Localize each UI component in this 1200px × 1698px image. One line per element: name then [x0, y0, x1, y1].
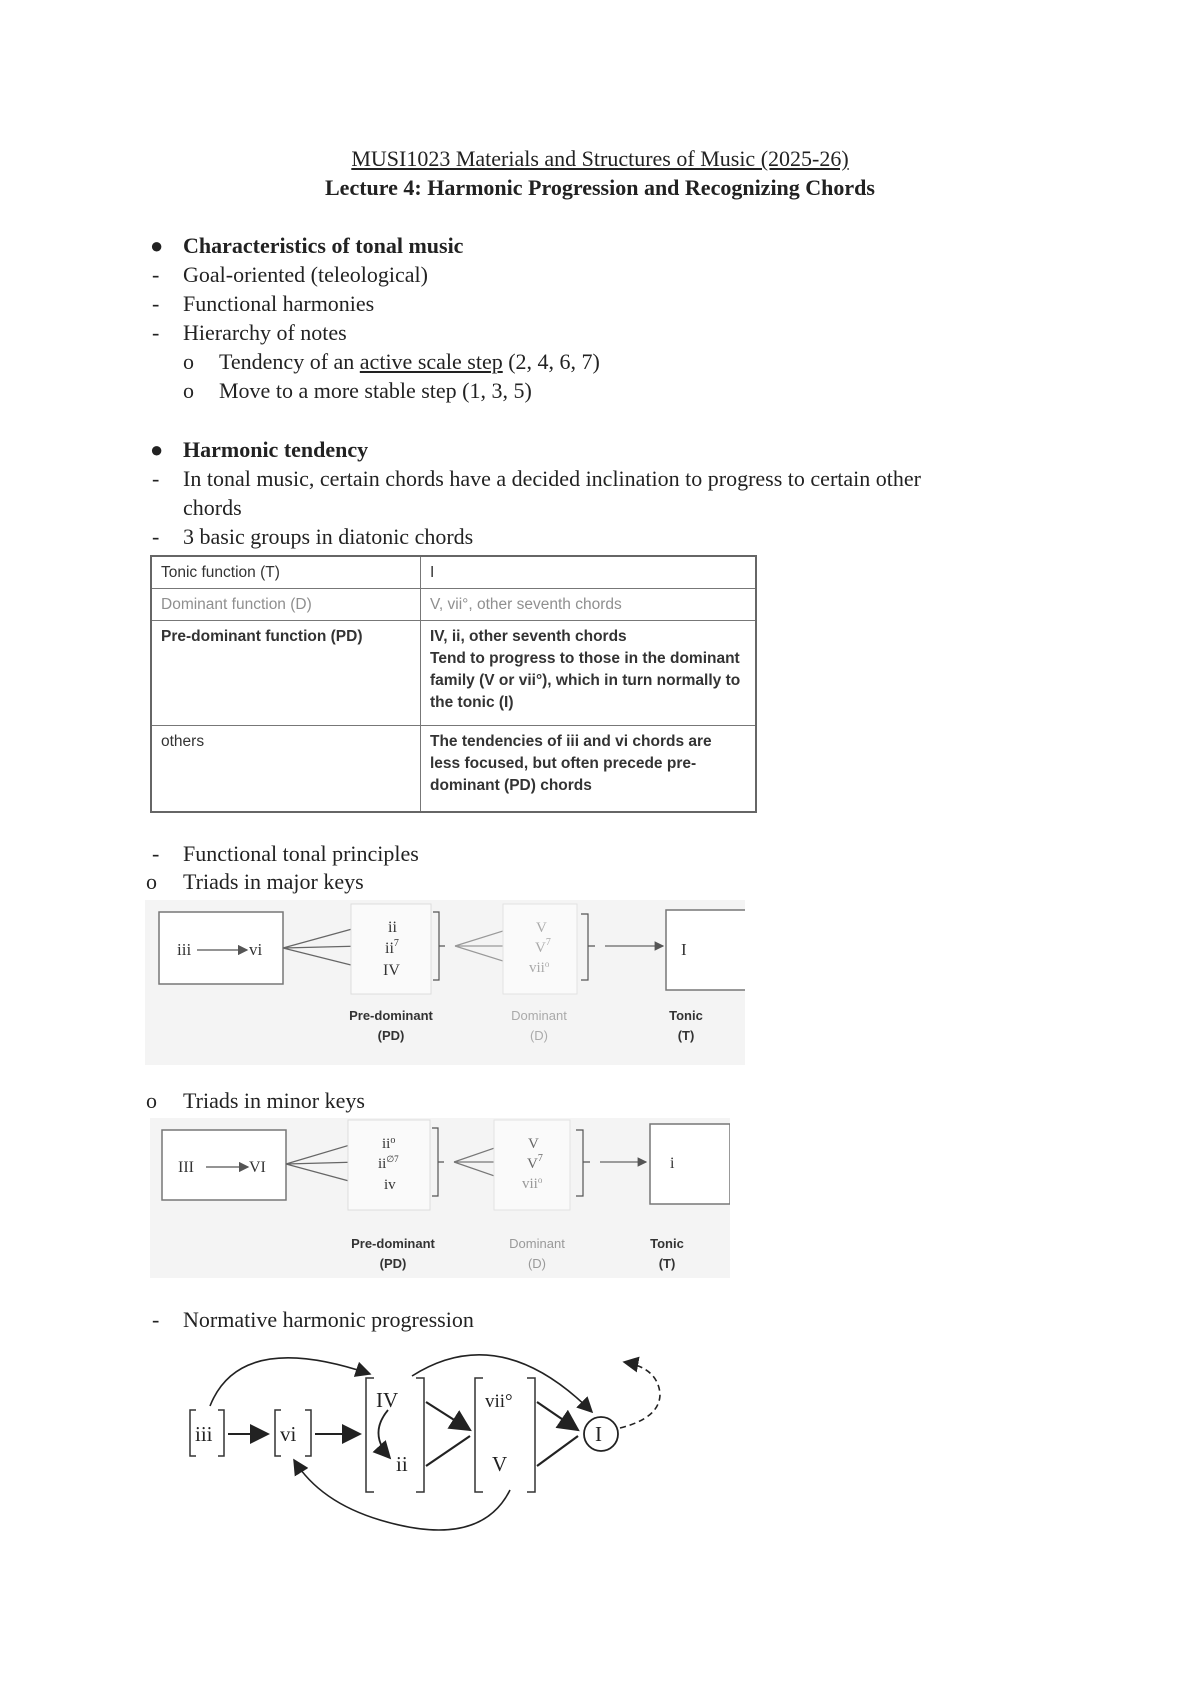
dash-marker: - — [152, 262, 160, 287]
bullet-icon: ● — [150, 437, 164, 462]
lecture-title: Lecture 4: Harmonic Progression and Recognizing Chords — [325, 175, 875, 200]
chord-I: I — [595, 1422, 602, 1446]
chord-label: IV — [383, 962, 400, 979]
chord-iii: iii — [195, 1422, 213, 1446]
chord-label: iv — [384, 1177, 396, 1193]
t-label: Tonic — [650, 1236, 684, 1251]
chord-label: III — [178, 1159, 194, 1176]
sub-bullet-marker: o — [183, 349, 194, 374]
arrow — [426, 1402, 470, 1430]
list-item: In tonal music, certain chords have a decided inclination to progress to certain other — [183, 466, 921, 491]
section-heading-tonal: Characteristics of tonal music — [183, 233, 464, 258]
chord-label: vi — [249, 940, 263, 959]
dash-marker: - — [152, 524, 160, 549]
arrow-line — [426, 1436, 470, 1466]
list-item-continuation: chords — [183, 495, 242, 520]
chord-label: V — [528, 1136, 539, 1152]
chord-label: I — [681, 940, 687, 959]
list-item: Functional harmonies — [183, 291, 375, 316]
chord-label: $V^7$ — [527, 1153, 543, 1172]
t-label: Tonic — [669, 1008, 703, 1023]
chord-label: $ii^{\emptyset 7}$ — [378, 1154, 399, 1172]
chord-label: i — [670, 1155, 675, 1172]
table-cell-function: Tonic function (T) — [151, 556, 421, 589]
dash-marker: - — [152, 291, 160, 316]
tonic-box — [650, 1124, 730, 1204]
arrow — [210, 1358, 370, 1406]
chord-label: VI — [249, 1159, 266, 1176]
tonic-box — [666, 910, 745, 990]
chord-V: V — [492, 1452, 508, 1476]
chord-label: ii — [388, 919, 397, 936]
arrow — [378, 1410, 390, 1458]
pd-abbr: (PD) — [379, 1256, 407, 1271]
chord-label: iii — [177, 940, 192, 959]
t-abbr: (T) — [677, 1028, 695, 1043]
d-abbr: (D) — [529, 1028, 549, 1043]
table-cell-function: Pre-dominant function (PD) — [151, 621, 421, 726]
pd-label: Pre-dominant — [349, 1008, 433, 1023]
major-keys-diagram — [145, 900, 745, 1070]
t-abbr: (T) — [658, 1256, 676, 1271]
bullet-icon: ● — [150, 233, 164, 258]
active-scale-step-underlined: active scale step — [359, 349, 503, 374]
table-row — [151, 556, 756, 589]
arrow — [537, 1402, 578, 1430]
chord-IV: IV — [376, 1388, 399, 1412]
sub-item-tendency: Tendency of an active scale step (2, 4, 6, 7) — [219, 349, 600, 374]
chord-vi: vi — [280, 1422, 297, 1446]
sub-bullet-marker: o — [183, 378, 194, 403]
function-table — [150, 555, 757, 813]
chord-vii: vii° — [485, 1391, 513, 1412]
chord-label: $V^7$ — [535, 937, 551, 956]
dash-marker: - — [152, 1307, 160, 1332]
pd-label: Pre-dominant — [351, 1236, 435, 1251]
table-cell-desc: The tendencies of iii and vi chords are less focused, but often precede pre-dominant (PD) chords — [421, 726, 757, 813]
table-cell-function: others — [151, 726, 421, 813]
d-label: Dominant — [511, 1008, 567, 1023]
table-cell-chords: I — [421, 556, 757, 589]
list-item: Goal-oriented (teleological) — [183, 262, 428, 287]
table-cell-chords-title: IV, ii, other seventh chords — [430, 628, 627, 645]
sub-item-stable: Move to a more stable step (1, 3, 5) — [219, 378, 532, 403]
table-cell-desc: Tend to progress to those in the dominant family (V or vii°), which in turn normally to the tonic (I) — [430, 650, 741, 711]
list-item: Hierarchy of notes — [183, 320, 347, 345]
dash-marker: - — [152, 466, 160, 491]
pd-abbr: (PD) — [377, 1028, 405, 1043]
major-keys-label: Triads in major keys — [183, 869, 364, 894]
d-label: Dominant — [509, 1236, 565, 1251]
chord-ii: ii — [396, 1452, 408, 1476]
list-item: Functional tonal principles — [183, 841, 419, 866]
table-cell-function: Dominant function (D) — [151, 589, 421, 621]
normative-label: Normative harmonic progression — [183, 1307, 474, 1332]
pd-box — [348, 1120, 430, 1210]
list-item: 3 basic groups in diatonic chords — [183, 524, 474, 549]
minor-keys-diagram — [150, 1118, 730, 1283]
sub-bullet-marker: o — [146, 869, 157, 894]
table-row — [151, 726, 756, 813]
chord-label: $ii^o$ — [382, 1135, 396, 1152]
table-cell-chords: V, vii°, other seventh chords — [421, 589, 757, 621]
dash-marker: - — [152, 320, 160, 345]
chord-label: V — [536, 920, 547, 936]
dash-marker: - — [152, 841, 160, 866]
chord-label: $ii^7$ — [385, 938, 399, 957]
table-row — [151, 621, 756, 726]
table-cell-chords — [421, 621, 757, 726]
chord-label: vii$^o$ — [522, 1175, 543, 1192]
normative-progression-diagram — [180, 1340, 680, 1545]
minor-keys-label: Triads in minor keys — [183, 1088, 365, 1113]
arrow-line — [537, 1436, 578, 1466]
chord-label: vii$^o$ — [529, 959, 550, 976]
dashed-arrow — [620, 1362, 660, 1428]
course-title: MUSI1023 Materials and Structures of Music (2025-26) — [351, 146, 849, 171]
sub-bullet-marker: o — [146, 1088, 157, 1113]
table-row — [151, 589, 756, 621]
section-heading-harmonic: Harmonic tendency — [183, 437, 369, 462]
d-abbr: (D) — [527, 1256, 547, 1271]
